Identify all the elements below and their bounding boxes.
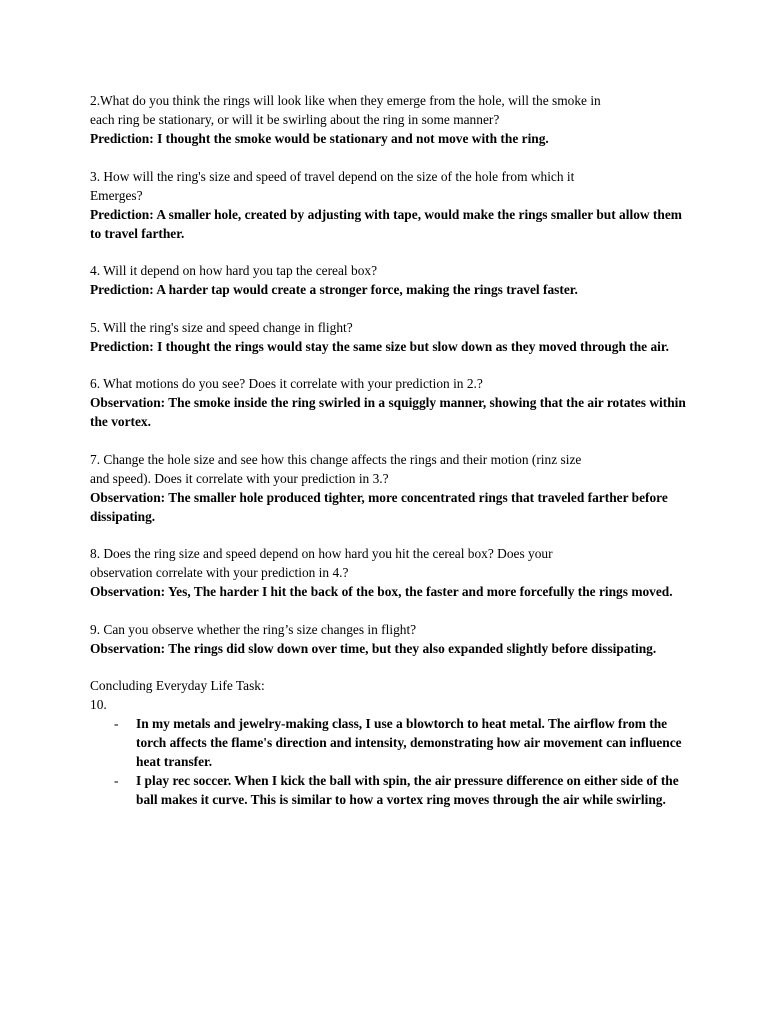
bullet-marker: -	[114, 773, 119, 788]
question-block-7	[90, 450, 690, 526]
question-text: 3. How will the ring's size and speed of travel depend on the size of the hole from which it Emerges?	[90, 168, 575, 203]
bullet-text: In my metals and jewelry-making class, I use a blowtorch to heat metal. The airflow from the torch affects the flame's direction and intensity, demonstrating how air movement can influence heat transfer.	[136, 716, 682, 769]
observation-answer	[90, 393, 690, 431]
prediction-answer	[90, 337, 690, 356]
document-content	[90, 91, 690, 828]
task-bullet-item	[90, 771, 690, 809]
answer-label: Prediction:	[90, 206, 154, 222]
answer-text: A smaller hole, created by adjusting with tape, would make the rings smaller but allow them to travel farther.	[90, 206, 682, 241]
answer-label: Prediction:	[90, 131, 154, 146]
question-block-8	[90, 544, 690, 601]
question-block-6	[90, 374, 690, 431]
answer-label: Prediction:	[90, 282, 154, 297]
answer-text: I thought the smoke would be stationary and not move with the ring.	[153, 131, 549, 146]
answer-label: Prediction:	[90, 338, 154, 354]
answer-label: Observation:	[90, 395, 166, 410]
answer-label: Observation:	[90, 640, 166, 656]
task-bullet-item	[90, 714, 690, 771]
answer-text: I thought the rings would stay the same size but slow down as they moved through the air.	[153, 338, 669, 354]
question-text: 9. Can you observe whether the ring’s size changes in flight?	[90, 621, 417, 637]
question-text: 4. Will it depend on how hard you tap the cereal box?	[90, 263, 378, 278]
observation-answer	[90, 488, 690, 526]
answer-text: The smaller hole produced tighter, more concentrated rings that traveled farther before dissipating.	[90, 489, 668, 524]
question-block-9	[90, 620, 690, 658]
answer-text: Yes, The harder I hit the back of the box, the faster and more forcefully the rings moved.	[165, 584, 673, 599]
question-block-2	[90, 91, 690, 148]
task-title: Concluding Everyday Life Task:	[90, 678, 265, 693]
question-block-4	[90, 261, 690, 299]
answer-label: Observation:	[90, 584, 166, 599]
everyday-life-task	[90, 676, 690, 809]
answer-label: Observation:	[90, 489, 166, 505]
question-text: 7. Change the hole size and see how this change affects the rings and their motion (rinz size and speed). Does it correlate with your prediction in 3.?	[90, 451, 582, 486]
question-block-3	[90, 167, 690, 243]
answer-text: The rings did slow down over time, but they also expanded slightly before dissipating.	[165, 640, 657, 656]
prediction-answer	[90, 129, 690, 148]
prediction-answer	[90, 280, 690, 299]
answer-text: A harder tap would create a stronger force, making the rings travel faster.	[153, 282, 578, 297]
question-text: 2.What do you think the rings will look like when they emerge from the hole, will the smoke in each ring be stationary, or will it be swirling about the ring in some manner?	[90, 93, 601, 127]
observation-answer	[90, 639, 690, 658]
answer-text: The smoke inside the ring swirled in a squiggly manner, showing that the air rotates within the vortex.	[90, 395, 686, 429]
observation-answer	[90, 582, 690, 601]
task-bullet-list	[90, 714, 690, 809]
bullet-marker: -	[114, 716, 119, 731]
question-text: 5. Will the ring's size and speed change in flight?	[90, 319, 353, 335]
question-text: 6. What motions do you see? Does it correlate with your prediction in 2.?	[90, 376, 483, 391]
bullet-text: I play rec soccer. When I kick the ball with spin, the air pressure difference on either side of the ball makes it curve. This is similar to how a vortex ring moves through the air while swirling.	[136, 773, 679, 807]
question-text: 8. Does the ring size and speed depend on how hard you hit the cereal box? Does your observation correlate with your prediction in 4.?	[90, 546, 553, 580]
question-block-5	[90, 318, 690, 356]
prediction-answer	[90, 205, 690, 243]
task-number: 10.	[90, 697, 107, 712]
